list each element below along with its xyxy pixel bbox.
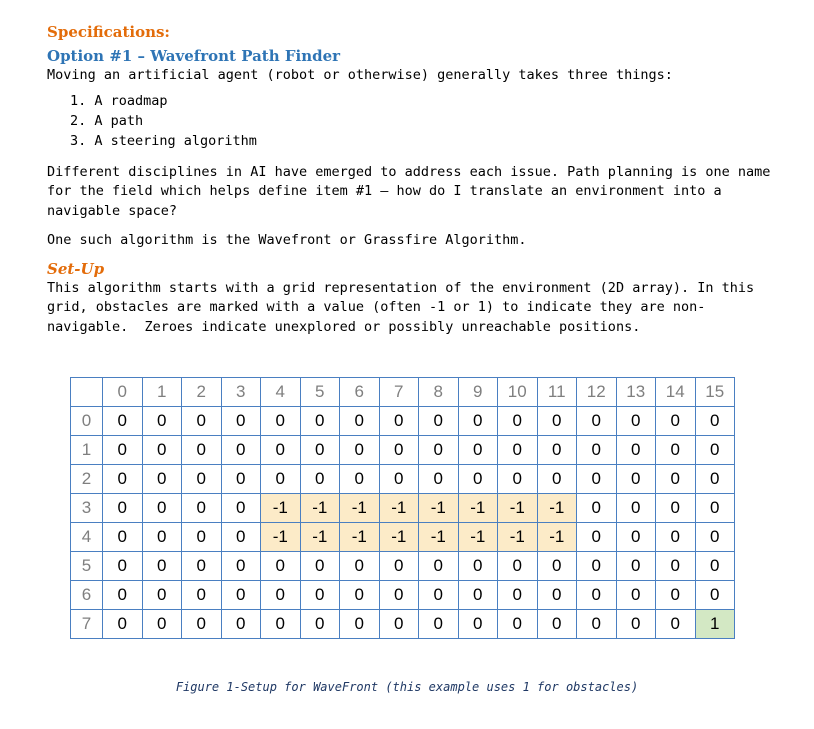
table-row xyxy=(71,523,735,552)
grid-cell: 0 xyxy=(142,610,182,639)
obstacle-cell: -1 xyxy=(419,523,459,552)
grid-cell: 0 xyxy=(142,407,182,436)
grid-cell: 0 xyxy=(577,407,617,436)
grid-cell: 0 xyxy=(695,581,735,610)
grid-cell: 0 xyxy=(300,436,340,465)
setup-heading: Set-Up xyxy=(47,259,105,278)
row-header: 4 xyxy=(71,523,103,552)
grid-cell: 0 xyxy=(182,436,222,465)
grid-cell: 0 xyxy=(379,436,419,465)
grid-cell: 0 xyxy=(182,552,222,581)
grid-cell: 0 xyxy=(103,581,143,610)
row-header: 0 xyxy=(71,407,103,436)
grid-cell: 0 xyxy=(142,436,182,465)
obstacle-cell: -1 xyxy=(498,494,538,523)
table-row xyxy=(71,407,735,436)
column-header: 7 xyxy=(379,378,419,407)
grid-cell: 0 xyxy=(498,610,538,639)
grid-cell: 0 xyxy=(261,465,301,494)
grid-cell: 0 xyxy=(182,494,222,523)
grid-cell: 0 xyxy=(656,523,696,552)
column-header: 2 xyxy=(182,378,222,407)
list-item: 1. A roadmap xyxy=(70,92,168,109)
grid-cell: 0 xyxy=(656,552,696,581)
column-header: 12 xyxy=(577,378,617,407)
grid-cell: 0 xyxy=(695,465,735,494)
grid-cell: 0 xyxy=(379,610,419,639)
algorithm-paragraph: One such algorithm is the Wavefront or Grassfire Algorithm. xyxy=(47,232,527,248)
grid-cell: 0 xyxy=(182,465,222,494)
grid-cell: 0 xyxy=(142,523,182,552)
specifications-heading: Specifications: xyxy=(47,23,170,41)
grid-cell: 0 xyxy=(419,581,459,610)
grid-cell: 0 xyxy=(221,465,261,494)
grid-cell: 0 xyxy=(498,407,538,436)
grid-cell: 0 xyxy=(379,407,419,436)
grid-cell: 0 xyxy=(261,610,301,639)
grid-cell: 0 xyxy=(261,581,301,610)
grid-cell: 0 xyxy=(221,552,261,581)
grid-cell: 0 xyxy=(340,436,380,465)
wavefront-grid-table xyxy=(70,377,735,639)
grid-cell: 0 xyxy=(577,494,617,523)
grid-cell: 0 xyxy=(458,552,498,581)
grid-cell: 0 xyxy=(537,581,577,610)
grid-cell: 0 xyxy=(616,465,656,494)
grid-cell: 0 xyxy=(577,465,617,494)
grid-cell: 0 xyxy=(616,581,656,610)
grid-cell: 0 xyxy=(537,407,577,436)
grid-cell: 0 xyxy=(300,581,340,610)
grid-cell: 0 xyxy=(498,581,538,610)
table-row xyxy=(71,436,735,465)
grid-cell: 0 xyxy=(221,436,261,465)
table-row xyxy=(71,581,735,610)
grid-cell: 0 xyxy=(419,610,459,639)
grid-cell: 0 xyxy=(458,436,498,465)
obstacle-cell: -1 xyxy=(261,523,301,552)
grid-cell: 0 xyxy=(340,581,380,610)
column-header: 0 xyxy=(103,378,143,407)
grid-cell: 0 xyxy=(182,610,222,639)
obstacle-cell: -1 xyxy=(419,494,459,523)
grid-cell: 0 xyxy=(103,494,143,523)
grid-cell: 0 xyxy=(419,552,459,581)
grid-cell: 0 xyxy=(103,552,143,581)
grid-cell: 0 xyxy=(379,581,419,610)
grid-cell: 0 xyxy=(616,436,656,465)
list-item: 3. A steering algorithm xyxy=(70,132,257,149)
obstacle-cell: -1 xyxy=(458,523,498,552)
column-header: 4 xyxy=(261,378,301,407)
grid-cell: 0 xyxy=(616,407,656,436)
grid-cell: 0 xyxy=(261,552,301,581)
document-body xyxy=(47,22,777,337)
grid-cell: 0 xyxy=(103,436,143,465)
row-header: 7 xyxy=(71,610,103,639)
list-item: 2. A path xyxy=(70,112,144,129)
grid-cell: 0 xyxy=(419,465,459,494)
grid-cell: 0 xyxy=(537,610,577,639)
grid-cell: 0 xyxy=(300,465,340,494)
column-header: 5 xyxy=(300,378,340,407)
grid-cell: 0 xyxy=(103,523,143,552)
obstacle-cell: -1 xyxy=(261,494,301,523)
grid-cell: 0 xyxy=(142,494,182,523)
grid-cell: 0 xyxy=(221,407,261,436)
grid-cell: 0 xyxy=(695,494,735,523)
goal-cell: 1 xyxy=(695,610,735,639)
grid-cell: 0 xyxy=(142,465,182,494)
grid-cell: 0 xyxy=(695,436,735,465)
grid-cell: 0 xyxy=(103,465,143,494)
column-header: 3 xyxy=(221,378,261,407)
table-row xyxy=(71,465,735,494)
grid-cell: 0 xyxy=(577,610,617,639)
row-header: 6 xyxy=(71,581,103,610)
grid-cell: 0 xyxy=(695,407,735,436)
grid-cell: 0 xyxy=(616,494,656,523)
grid-cell: 0 xyxy=(458,465,498,494)
grid-cell: 0 xyxy=(379,465,419,494)
option-heading: Option #1 – Wavefront Path Finder xyxy=(47,47,341,65)
obstacle-cell: -1 xyxy=(379,494,419,523)
grid-cell: 0 xyxy=(656,610,696,639)
grid-cell: 0 xyxy=(103,610,143,639)
grid-cell: 0 xyxy=(695,552,735,581)
grid-cell: 0 xyxy=(340,407,380,436)
grid-cell: 0 xyxy=(300,552,340,581)
grid-cell: 0 xyxy=(340,552,380,581)
obstacle-cell: -1 xyxy=(340,523,380,552)
grid-cell: 0 xyxy=(616,552,656,581)
grid-cell: 0 xyxy=(577,436,617,465)
obstacle-cell: -1 xyxy=(458,494,498,523)
grid-cell: 0 xyxy=(419,407,459,436)
grid-cell: 0 xyxy=(300,610,340,639)
figure-caption: Figure 1-Setup for WaveFront (this example uses 1 for obstacles) xyxy=(175,680,639,694)
grid-cell: 0 xyxy=(695,523,735,552)
grid-cell: 0 xyxy=(656,581,696,610)
grid-cell: 0 xyxy=(142,552,182,581)
grid-cell: 0 xyxy=(340,610,380,639)
obstacle-cell: -1 xyxy=(537,494,577,523)
grid-cell: 0 xyxy=(340,465,380,494)
grid-cell: 0 xyxy=(656,465,696,494)
row-header: 2 xyxy=(71,465,103,494)
grid-cell: 0 xyxy=(221,581,261,610)
grid-cell: 0 xyxy=(537,465,577,494)
obstacle-cell: -1 xyxy=(300,494,340,523)
row-header: 5 xyxy=(71,552,103,581)
grid-cell: 0 xyxy=(616,523,656,552)
column-header: 14 xyxy=(656,378,696,407)
grid-cell: 0 xyxy=(103,407,143,436)
disciplines-paragraph: Different disciplines in AI have emerged to address each issue. Path planning is one name for the field which helps define item #1 – how do I translate an environment into a navigable space? xyxy=(47,163,779,219)
column-header: 6 xyxy=(340,378,380,407)
grid-cell: 0 xyxy=(498,465,538,494)
grid-cell: 0 xyxy=(419,436,459,465)
row-header: 1 xyxy=(71,436,103,465)
grid-cell: 0 xyxy=(379,552,419,581)
row-header: 3 xyxy=(71,494,103,523)
grid-cell: 0 xyxy=(537,552,577,581)
grid-cell: 0 xyxy=(300,407,340,436)
grid-cell: 0 xyxy=(458,407,498,436)
grid-cell: 0 xyxy=(261,436,301,465)
column-header: 10 xyxy=(498,378,538,407)
grid-cell: 0 xyxy=(498,552,538,581)
grid-cell: 0 xyxy=(458,610,498,639)
grid-cell: 0 xyxy=(577,552,617,581)
grid-cell: 0 xyxy=(498,436,538,465)
grid-cell: 0 xyxy=(616,610,656,639)
grid-cell: 0 xyxy=(182,407,222,436)
grid-cell: 0 xyxy=(221,610,261,639)
column-header: 1 xyxy=(142,378,182,407)
grid-cell: 0 xyxy=(656,494,696,523)
table-row xyxy=(71,610,735,639)
table-row xyxy=(71,552,735,581)
column-header: 8 xyxy=(419,378,459,407)
grid-cell: 0 xyxy=(577,581,617,610)
grid-cell: 0 xyxy=(577,523,617,552)
grid-cell: 0 xyxy=(221,523,261,552)
grid-cell: 0 xyxy=(182,581,222,610)
steps-list xyxy=(47,91,777,151)
grid-cell: 0 xyxy=(182,523,222,552)
grid-cell: 0 xyxy=(458,581,498,610)
obstacle-cell: -1 xyxy=(379,523,419,552)
grid-header-row xyxy=(71,378,735,407)
column-header: 13 xyxy=(616,378,656,407)
grid-cell: 0 xyxy=(142,581,182,610)
grid-cell: 0 xyxy=(656,436,696,465)
intro-paragraph: Moving an artificial agent (robot or otherwise) generally takes three things: xyxy=(47,67,673,83)
obstacle-cell: -1 xyxy=(537,523,577,552)
column-header: 9 xyxy=(458,378,498,407)
obstacle-cell: -1 xyxy=(300,523,340,552)
column-header: 15 xyxy=(695,378,735,407)
obstacle-cell: -1 xyxy=(340,494,380,523)
table-row xyxy=(71,494,735,523)
grid-cell: 0 xyxy=(537,436,577,465)
grid-corner-cell xyxy=(71,378,103,407)
column-header: 11 xyxy=(537,378,577,407)
setup-paragraph: This algorithm starts with a grid representation of the environment (2D array). In this grid, obstacles are marked with a value (often -1 or 1) to indicate they are non-navigable. Zeroes indicate unexplored or possibly unreachable positions. xyxy=(47,279,763,335)
obstacle-cell: -1 xyxy=(498,523,538,552)
grid-cell: 0 xyxy=(261,407,301,436)
grid-cell: 0 xyxy=(656,407,696,436)
grid-cell: 0 xyxy=(221,494,261,523)
